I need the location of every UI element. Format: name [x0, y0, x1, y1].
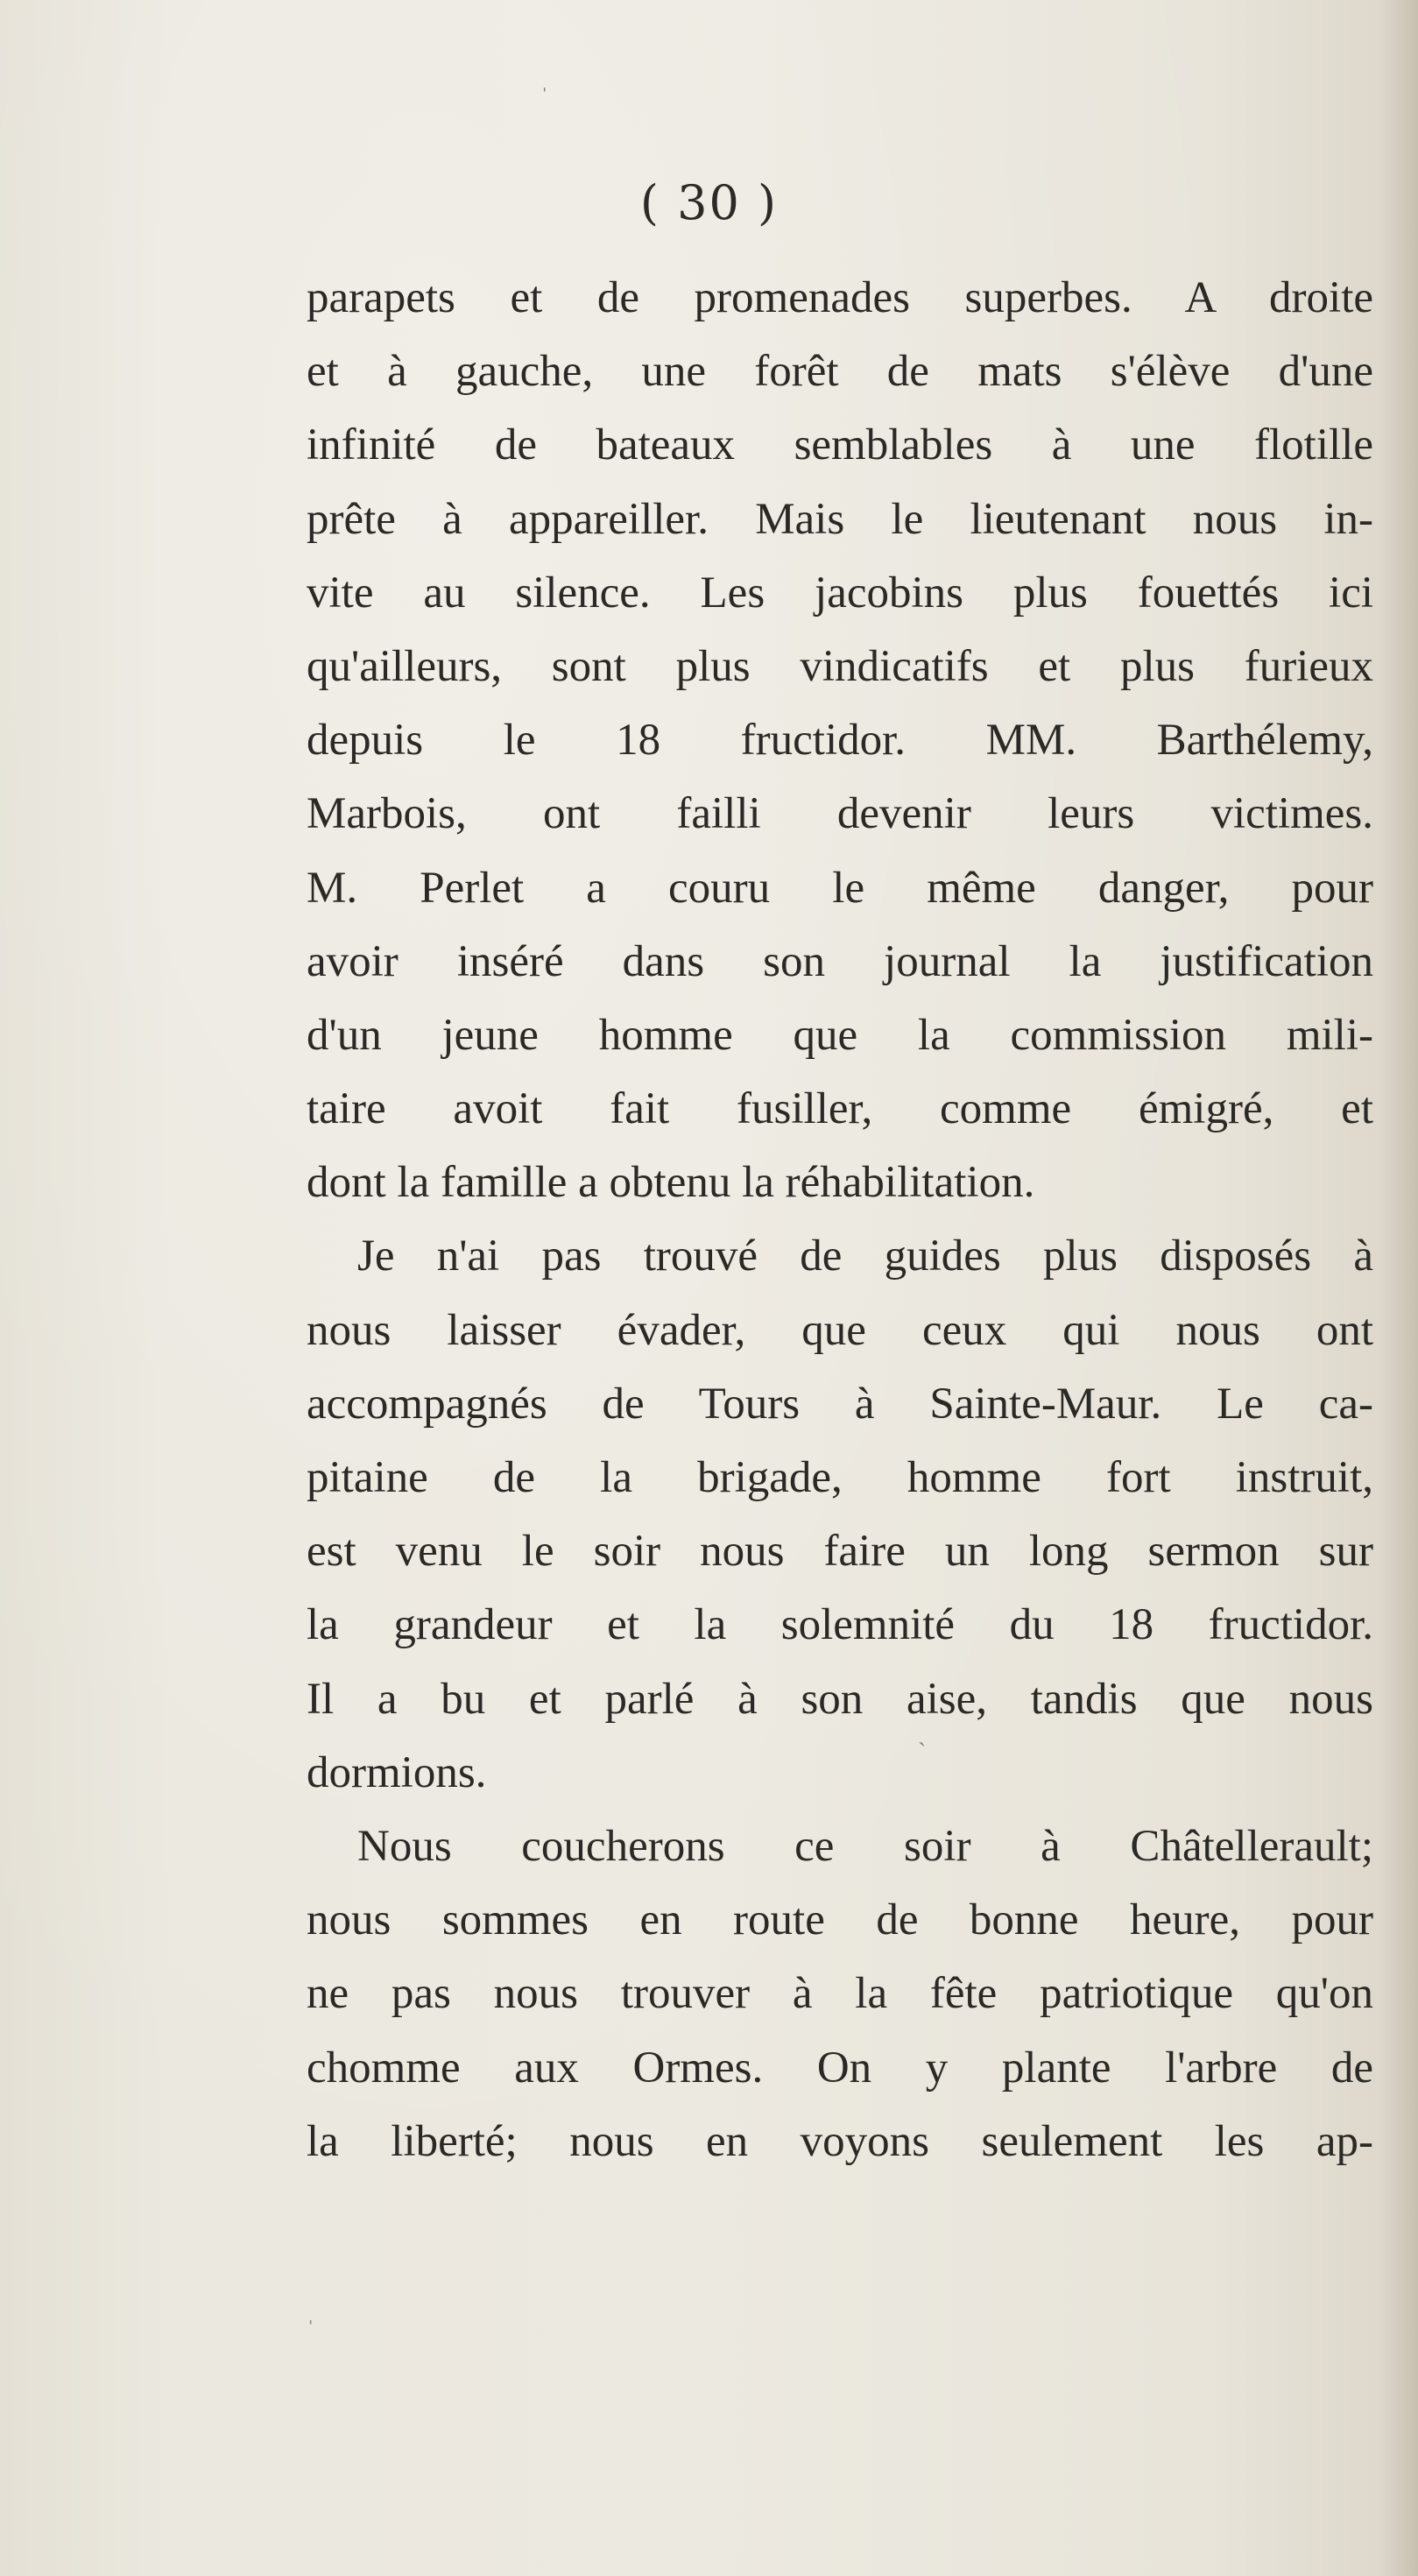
text-line: Nous coucherons ce soir à Châtellerault;	[357, 1821, 1373, 1871]
page-edge-shadow	[1379, 0, 1418, 2576]
text-line: d'un jeune homme que la commission mili-	[307, 1010, 1373, 1060]
text-line: qu'ailleurs, sont plus vindicatifs et plus furieux	[307, 641, 1373, 691]
paper-speck: ˋ	[918, 1739, 927, 1766]
text-line: taire avoit fait fusiller, comme émigré, et	[307, 1084, 1373, 1134]
text-line: la grandeur et la solemnité du 18 fructidor.	[307, 1600, 1373, 1650]
text-line: dormions.	[307, 1747, 487, 1797]
text-line: Marbois, ont failli devenir leurs victimes.	[307, 789, 1373, 839]
text-line: Il a bu et parlé à son aise, tandis que nous	[307, 1674, 1373, 1724]
paper-speck: ˈ	[540, 84, 549, 111]
text-line: M. Perlet a couru le même danger, pour	[307, 863, 1373, 913]
text-line: Je n'ai pas trouvé de guides plus disposés à	[357, 1232, 1373, 1281]
text-line: nous sommes en route de bonne heure, pour	[307, 1895, 1373, 1945]
text-line: depuis le 18 fructidor. MM. Barthélemy,	[307, 716, 1373, 766]
text-line: ne pas nous trouver à la fête patriotique qu'on	[307, 1969, 1373, 2019]
text-line: prête à appareiller. Mais le lieutenant nous in-	[307, 494, 1373, 544]
text-line: est venu le soir nous faire un long sermon sur	[307, 1527, 1373, 1577]
text-line: nous laisser évader, que ceux qui nous ont	[307, 1305, 1373, 1355]
body-text	[307, 261, 1373, 2178]
text-line: chomme aux Ormes. On y plante l'arbre de	[307, 2043, 1373, 2093]
text-line: parapets et de promenades superbes. A droite	[307, 273, 1373, 322]
text-line: pitaine de la brigade, homme fort instruit,	[307, 1453, 1373, 1502]
text-line: la liberté; nous en voyons seulement les ap-	[307, 2116, 1373, 2166]
text-line: et à gauche, une forêt de mats s'élève d'une	[307, 347, 1373, 397]
text-line: infinité de bateaux semblables à une flotille	[307, 420, 1373, 470]
text-line: dont la famille a obtenu la réhabilitation.	[307, 1158, 1035, 1208]
page-number: ( 30 )	[639, 175, 779, 230]
paper-speck: ˈ	[307, 2317, 315, 2344]
text-line: accompagnés de Tours à Sainte-Maur. Le ca-	[307, 1379, 1373, 1429]
text-line: avoir inséré dans son journal la justification	[307, 936, 1373, 986]
text-line: vite au silence. Les jacobins plus fouettés ici	[307, 568, 1373, 618]
